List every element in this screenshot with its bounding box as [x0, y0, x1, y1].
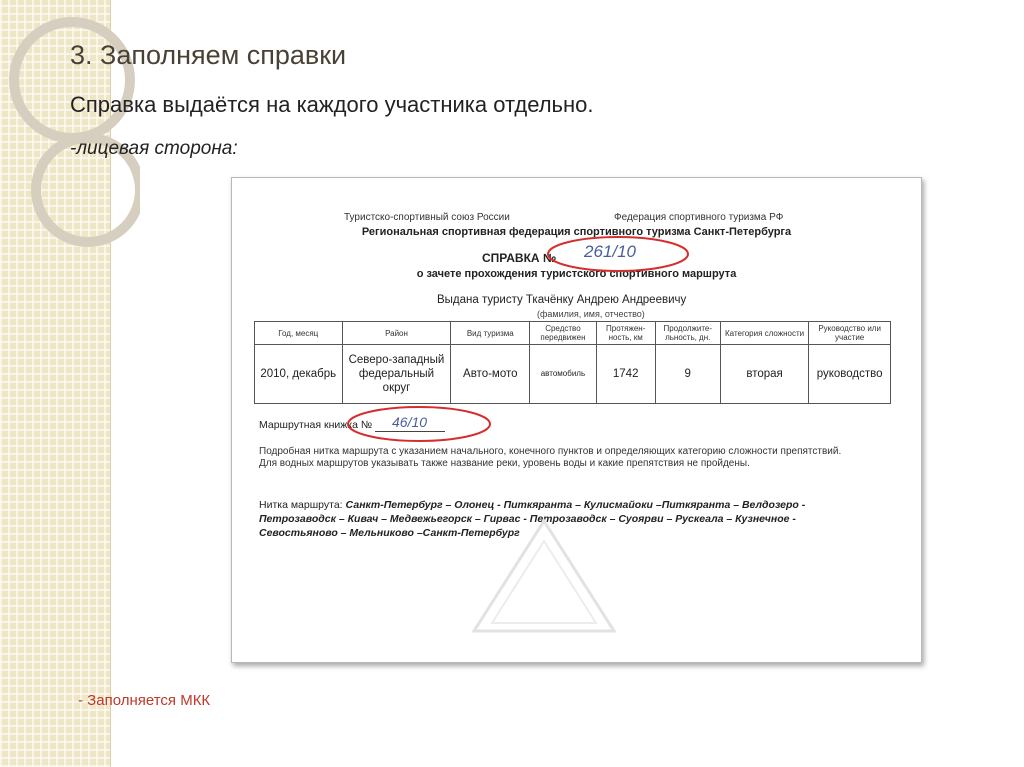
table-row	[255, 345, 891, 404]
table-header: Протяжен-ность, км	[596, 322, 655, 345]
org-left: Туристско-спортивный союз России	[344, 212, 510, 223]
table-header: Продолжите-льность, дн.	[655, 322, 720, 345]
certificate-title: СПРАВКА №	[482, 251, 557, 265]
table-cell: автомобиль	[530, 345, 597, 404]
footnote: - Заполняется МКК	[78, 692, 211, 709]
table-cell: Авто-мото	[451, 345, 530, 404]
certificate-subtitle: о зачете прохождения туристского спортивного маршрута	[416, 268, 737, 280]
table-header: Район	[342, 322, 451, 345]
decorative-rings	[0, 0, 140, 260]
table-cell: 1742	[596, 345, 655, 404]
route-book-number: 46/10	[392, 414, 428, 430]
table-cell: Северо-западный федеральный округ	[342, 345, 451, 404]
side-label: -лицевая сторона:	[70, 138, 238, 159]
book-number-highlight-oval	[344, 404, 494, 444]
slide-title: 3. Заполняем справки	[70, 40, 347, 70]
trip-table	[254, 321, 891, 404]
table-cell: руководство	[809, 345, 891, 404]
table-header: Средство передвижен	[530, 322, 597, 345]
slide-subtitle: Справка выдаётся на каждого участника отдельно.	[70, 92, 594, 117]
table-header: Вид туризма	[451, 322, 530, 345]
table-header: Руководство или участие	[809, 322, 891, 345]
table-cell: вторая	[720, 345, 808, 404]
table-header: Год, месяц	[255, 322, 343, 345]
table-cell: 9	[655, 345, 720, 404]
faded-stamp-icon	[464, 513, 624, 638]
certificate-scan	[231, 177, 922, 663]
issued-to: Выдана туристу Ткачёнку Андрею Андреевичу	[437, 294, 687, 306]
route-description: Подробная нитка маршрута с указанием начального, конечного пунктов и определяющих категорию сложности препятствий. Для водных маршрутов указывать также название реки, уровень воды и какие препятствия не пройдены.	[259, 446, 842, 469]
certificate-number: 261/10	[584, 242, 636, 261]
name-hint: (фамилия, имя, отчество)	[537, 309, 645, 319]
table-cell: 2010, декабрь	[255, 345, 343, 404]
route-text: Санкт-Петербург – Олонец - Питкяранта – Кулисмайоки –Питкяранта – Велдозеро - Петрозаводск – Кивач – Медвежьегорск – Гирвас - Петрозаводск – Суоярви – Рускеала – Кузнечное - Севостьяново – Мельниково –Санкт-Петербург	[259, 499, 806, 539]
table-header-row	[255, 322, 891, 345]
number-highlight-oval	[544, 234, 692, 274]
table-header: Категория сложности	[720, 322, 808, 345]
org-right: Федерация спортивного туризма РФ	[614, 212, 784, 223]
federation-name: Региональная спортивная федерация спортивного туризма Санкт-Петербурга	[361, 226, 792, 238]
route-label: Нитка маршрута:	[259, 499, 343, 511]
route-book-label: Маршрутная книжка №	[259, 419, 373, 431]
